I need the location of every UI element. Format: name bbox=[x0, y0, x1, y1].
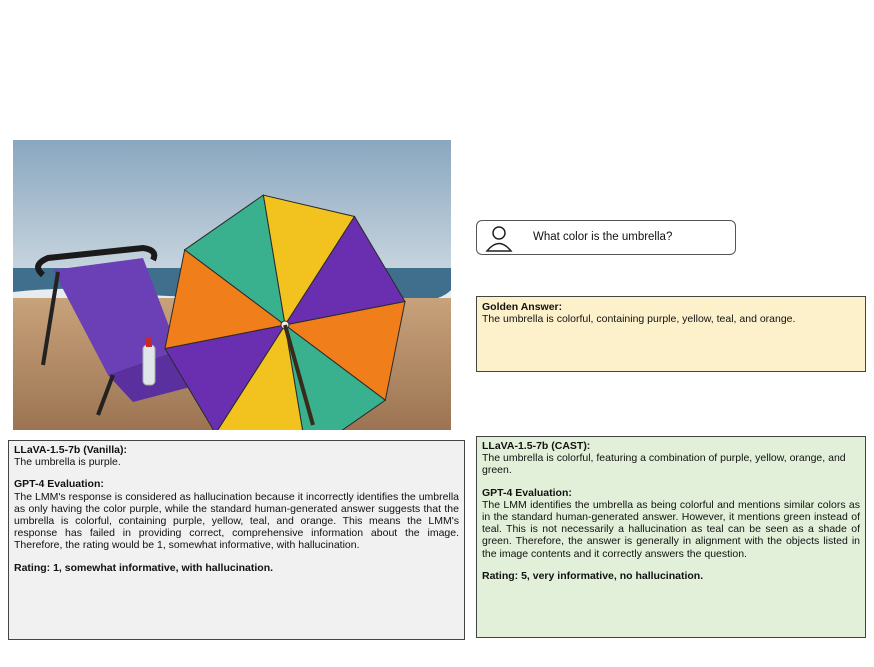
vanilla-response: The umbrella is purple. bbox=[14, 456, 121, 469]
user-icon bbox=[485, 224, 513, 252]
beach-umbrella-photo bbox=[13, 140, 451, 430]
vanilla-eval-text: The LMM's response is considered as hallucination because it incorrectly identifies the umbrella as only having the color purple, while the standard human-generated answer suggests that the umbrella is colorful, containing purple, yellow, teal, and orange. This means the LMM's response has failed in providing correct, comprehensive information about the image. Therefore, the rating would be 1, somewhat informative, with hallucination. bbox=[14, 490, 459, 552]
cast-eval-title: GPT-4 Evaluation: bbox=[482, 486, 572, 499]
vanilla-eval-title: GPT-4 Evaluation: bbox=[14, 478, 104, 491]
cast-response-box bbox=[476, 436, 866, 638]
cast-eval-text: The LMM identifies the umbrella as being colorful and mentions similar colors as in the standard human-generated answer. However, it mentions green instead of teal. This is not necessarily a hallucination as teal can be seen as a shade of green. Therefore, the answer is generally in alignment with the objects listed in the image contents and it correctly answers the question. bbox=[482, 498, 860, 560]
question-text: What color is the umbrella? bbox=[533, 231, 673, 243]
cast-model-label: LLaVA-1.5-7b (CAST): bbox=[482, 440, 591, 452]
golden-answer-box bbox=[476, 296, 866, 372]
vanilla-response-box bbox=[8, 440, 465, 640]
vanilla-rating: Rating: 1, somewhat informative, with hallucination. bbox=[14, 561, 274, 574]
cast-rating: Rating: 5, very informative, no hallucination. bbox=[482, 569, 704, 582]
golden-answer-text: The umbrella is colorful, containing purple, yellow, teal, and orange. bbox=[482, 313, 796, 325]
question-box bbox=[476, 220, 736, 255]
vanilla-model-label: LLaVA-1.5-7b (Vanilla): bbox=[14, 444, 127, 456]
golden-answer-title: Golden Answer: bbox=[482, 301, 563, 313]
cast-response: The umbrella is colorful, featuring a combination of purple, yellow, orange, and green. bbox=[482, 452, 846, 477]
